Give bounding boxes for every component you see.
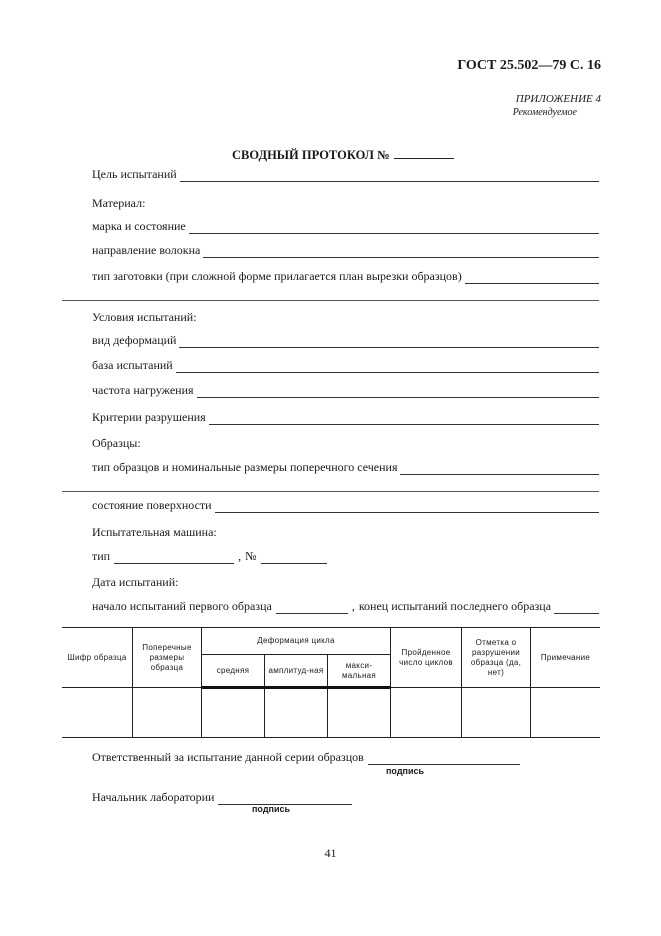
signature-responsible-label: Ответственный за испытание данной серии образцов bbox=[92, 750, 364, 764]
field-load-frequency-blank[interactable] bbox=[197, 387, 599, 398]
field-machine-type-blank[interactable] bbox=[114, 553, 234, 564]
recommended-label: Рекомендуемое bbox=[512, 107, 577, 118]
field-blank-type-continuation[interactable] bbox=[62, 300, 599, 301]
col-deformation-header: Деформация цикла bbox=[202, 628, 391, 655]
field-dates bbox=[92, 600, 599, 614]
signature-responsible-caption: подпись bbox=[386, 766, 425, 776]
field-fiber-blank[interactable] bbox=[203, 247, 599, 258]
cell-cycles[interactable] bbox=[391, 688, 462, 738]
cell-code[interactable] bbox=[62, 688, 133, 738]
field-grade bbox=[92, 220, 599, 234]
field-blank-type-label: тип заготовки (при сложной форме прилагается план вырезки образцов) bbox=[92, 269, 462, 283]
field-deformation-type-blank[interactable] bbox=[179, 337, 599, 348]
cell-amp[interactable] bbox=[265, 688, 328, 738]
field-start-blank[interactable] bbox=[276, 603, 348, 614]
cell-dims[interactable] bbox=[133, 688, 202, 738]
protocol-number-blank[interactable] bbox=[394, 148, 454, 159]
field-surface-label: состояние поверхности bbox=[92, 498, 212, 512]
col-dims-header: Поперечные размеры образца bbox=[133, 628, 202, 688]
field-load-frequency bbox=[92, 384, 599, 398]
field-machine bbox=[92, 550, 599, 564]
sub-mean-header: средняя bbox=[202, 655, 265, 688]
field-test-base bbox=[92, 359, 599, 373]
field-start-label: начало испытаний первого образца bbox=[92, 599, 272, 613]
field-deformation-type bbox=[92, 334, 599, 348]
col-code-header: Шифр образца bbox=[62, 628, 133, 688]
field-purpose bbox=[92, 168, 599, 182]
field-grade-label: марка и состояние bbox=[92, 219, 186, 233]
conditions-heading: Условия испытаний: bbox=[92, 310, 197, 324]
field-grade-blank[interactable] bbox=[189, 223, 599, 234]
results-table bbox=[62, 627, 600, 738]
signature-head-label: Начальник лаборатории bbox=[92, 790, 215, 804]
field-surface bbox=[92, 499, 599, 513]
date-heading: Дата испытаний: bbox=[92, 575, 179, 589]
field-end-blank[interactable] bbox=[554, 603, 599, 614]
signature-responsible bbox=[92, 750, 520, 765]
protocol-title-text: СВОДНЫЙ ПРОТОКОЛ № bbox=[232, 148, 390, 162]
field-load-frequency-label: частота нагружения bbox=[92, 383, 194, 397]
sub-amp-header: амплитуд-ная bbox=[265, 655, 328, 688]
table-row bbox=[62, 688, 600, 738]
field-test-base-label: база испытаний bbox=[92, 358, 173, 372]
field-blank-type-blank[interactable] bbox=[465, 273, 599, 284]
field-machine-no-label: № bbox=[245, 549, 257, 563]
field-specimen-type bbox=[92, 461, 599, 475]
field-blank-type bbox=[92, 270, 599, 284]
field-specimen-type-continuation[interactable] bbox=[62, 491, 599, 492]
field-failure-criteria bbox=[92, 411, 599, 425]
field-machine-type-label: тип bbox=[92, 549, 111, 563]
document-code: ГОСТ 25.502—79 С. 16 bbox=[457, 58, 601, 73]
field-dates-separator: , bbox=[351, 599, 355, 613]
field-fiber-label: направление волокна bbox=[92, 243, 201, 257]
cell-max[interactable] bbox=[328, 688, 391, 738]
field-purpose-blank[interactable] bbox=[180, 171, 599, 182]
field-machine-separator: , bbox=[238, 549, 242, 563]
field-fiber bbox=[92, 244, 599, 258]
material-heading: Материал: bbox=[92, 196, 146, 210]
specimens-heading: Образцы: bbox=[92, 436, 141, 450]
col-failure-header: Отметка о разрушении образца (да, нет) bbox=[462, 628, 531, 688]
col-note-header: Примечание bbox=[531, 628, 601, 688]
cell-failure[interactable] bbox=[462, 688, 531, 738]
machine-heading: Испытательная машина: bbox=[92, 525, 217, 539]
field-failure-criteria-blank[interactable] bbox=[209, 414, 599, 425]
field-failure-criteria-label: Критерии разрушения bbox=[92, 410, 206, 424]
col-cycles-header: Пройденное число циклов bbox=[391, 628, 462, 688]
protocol-title bbox=[232, 148, 454, 163]
field-purpose-label: Цель испытаний bbox=[92, 167, 177, 181]
field-end-label: конец испытаний последнего образца bbox=[358, 599, 552, 613]
field-specimen-type-label: тип образцов и номинальные размеры поперечного сечения bbox=[92, 460, 398, 474]
cell-note[interactable] bbox=[531, 688, 601, 738]
field-specimen-type-blank[interactable] bbox=[400, 464, 599, 475]
field-surface-blank[interactable] bbox=[215, 502, 599, 513]
appendix-label: ПРИЛОЖЕНИЕ 4 bbox=[515, 93, 601, 105]
sub-max-header: макси-мальная bbox=[328, 655, 391, 688]
page-number: 41 bbox=[324, 846, 337, 860]
field-deformation-type-label: вид деформаций bbox=[92, 333, 177, 347]
field-machine-no-blank[interactable] bbox=[261, 553, 327, 564]
cell-mean[interactable] bbox=[202, 688, 265, 738]
signature-responsible-blank[interactable] bbox=[368, 754, 520, 765]
signature-head-caption: подпись bbox=[252, 804, 291, 814]
field-test-base-blank[interactable] bbox=[176, 362, 599, 373]
signature-head bbox=[92, 790, 352, 805]
